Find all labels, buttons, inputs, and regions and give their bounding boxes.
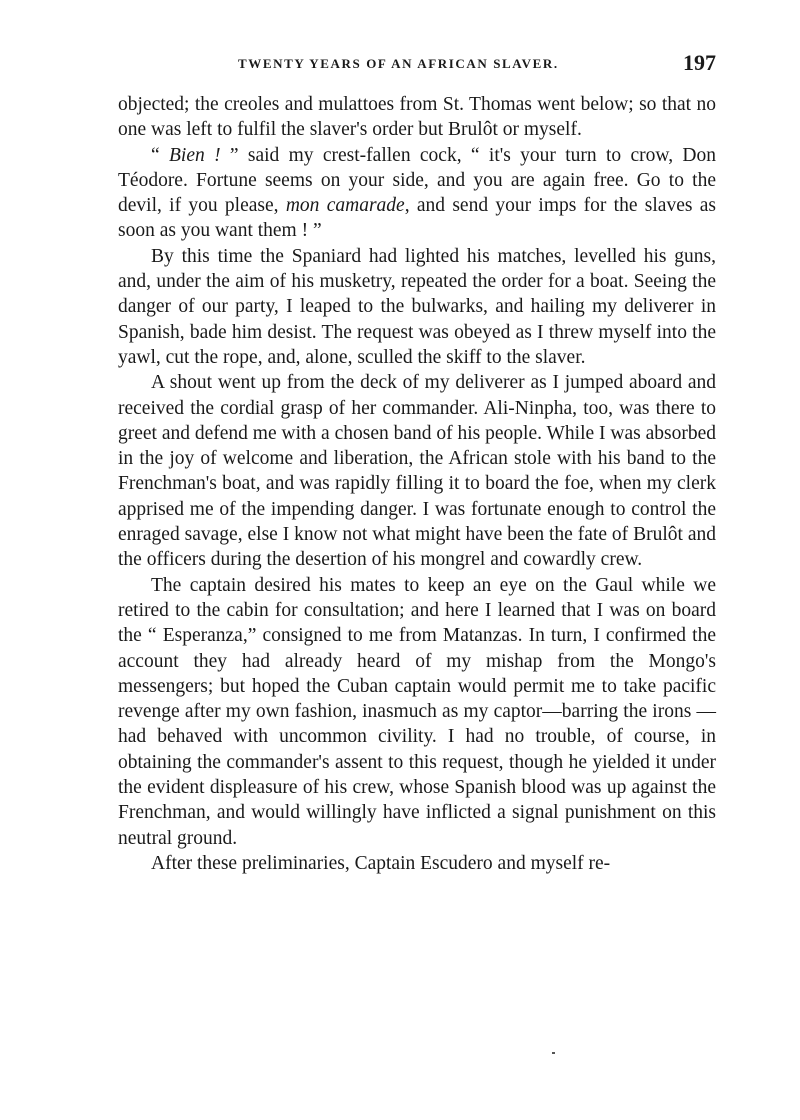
paragraph-1: objected; the creoles and mulattoes from St. Thomas went below; so that no one was left to fulfil the slaver's order but Brulôt or myself. <box>118 94 716 141</box>
paragraph-2 <box>118 143 716 244</box>
open-quote: “ <box>151 144 169 166</box>
paragraph-5: The captain desired his mates to keep an eye on the Gaul while we retired to the cabin for consultation; and here I learned that I was on board the “ Esperanza,” consigned to me from Matanzas. In turn, I confirmed the account they had already heard of my mishap from the Mongo's messengers; but hoped the Cuban captain would permit me to take pacific revenge after my own fashion, inasmuch as my captor—barring the irons —had behaved with uncommon civility. I had no trouble, of course, in obtaining the commander's assent to this request, though he yielded it under the evident displeasure of his crew, whose Spanish blood was up against the Frenchman, and would willingly have inflicted a signal punishment on this neutral ground. <box>118 574 716 849</box>
paragraph-2-text-b: , and send your imps for the slaves as soon as you want them ! ” <box>118 195 716 242</box>
italic-phrase-mon-camarade: mon camarade <box>285 195 405 217</box>
page-number: 197 <box>683 50 716 75</box>
print-speck <box>552 1052 555 1054</box>
paragraph-3: By this time the Spaniard had lighted his matches, levelled his guns, and, under the aim of his musketry, repeated the order for a boat. Seeing the danger of our party, I leaped to the bulwarks, and hailing my deliverer in Spanish, bade him desist. The request was obeyed as I threw myself into the yawl, cut the rope, and, alone, sculled the skiff to the slaver. <box>118 245 716 368</box>
paragraph-6: After these preliminaries, Captain Escudero and myself re- <box>151 852 611 874</box>
italic-phrase-bien: Bien ! <box>169 144 221 166</box>
running-head <box>118 50 716 78</box>
running-title: TWENTY YEARS OF AN AFRICAN SLAVER. <box>238 56 559 71</box>
paragraph-2-text-a: ” said my crest-fallen cock, “ it's your turn to crow, Don Téodore. Fortune seems on your side, and you are again free. Go to the devil, if you please, <box>118 144 717 217</box>
book-page <box>118 50 716 876</box>
body-text <box>118 92 716 876</box>
paragraph-4: A shout went up from the deck of my deliverer as I jumped aboard and received the cordial grasp of her commander. Ali-Ninpha, too, was there to greet and defend me with a chosen band of his people. While I was absorbed in the joy of welcome and liberation, the African stole with his band to the Frenchman's boat, and was rapidly filling it to board the foe, when my clerk apprised me of the impending danger. I was fortunate enough to control the enraged savage, else I know not what might have been the fate of Brulôt and the officers during the desertion of his mongrel and cowardly crew. <box>118 372 716 571</box>
